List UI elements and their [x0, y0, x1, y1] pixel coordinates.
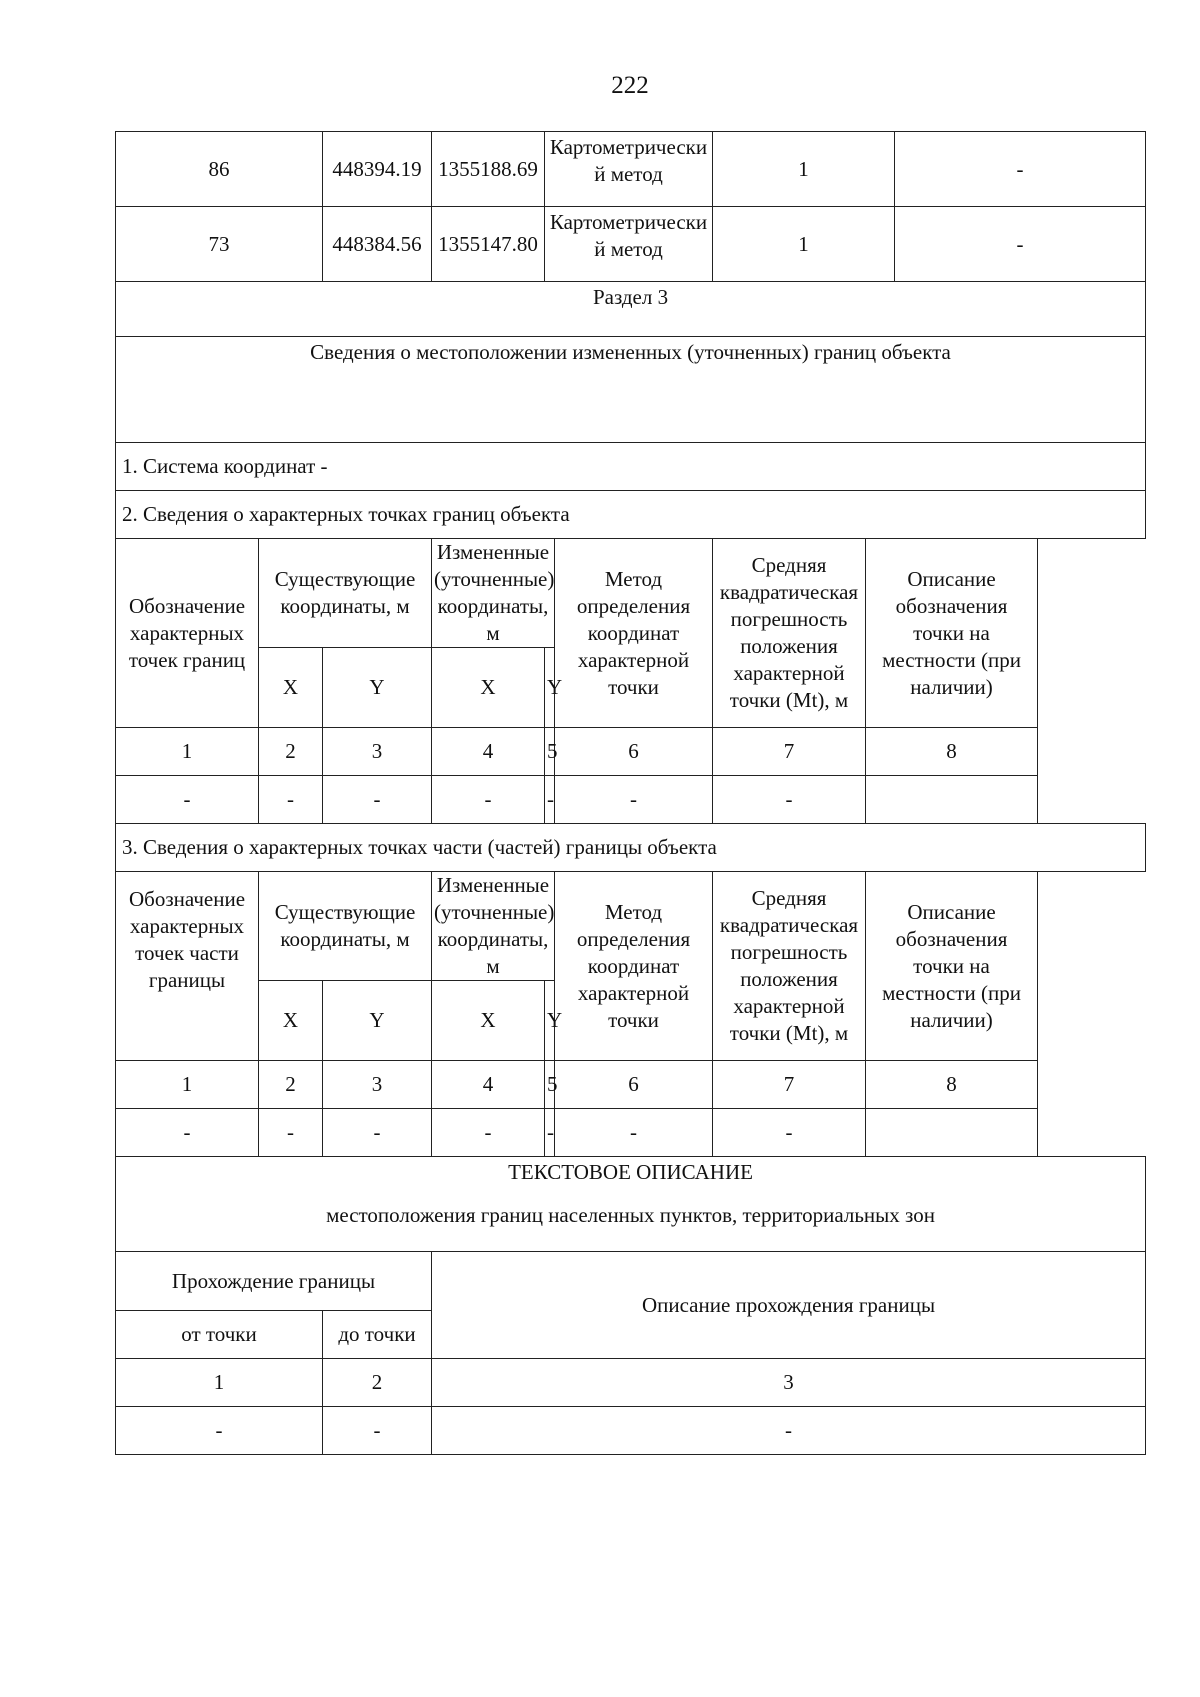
- mt-cell: 1: [713, 207, 895, 282]
- table-row: [116, 1061, 1146, 1109]
- coord-y: 1355147.80: [432, 207, 545, 282]
- col-number: 1: [116, 1359, 323, 1407]
- passage-header: Прохождение границы: [116, 1252, 432, 1311]
- table-row: [116, 776, 1146, 824]
- col-method: Метод определения координат характерной точки: [555, 539, 713, 728]
- col-existing-coords: Существующие координаты, м: [259, 539, 432, 648]
- col-point-designation: Обозначение характерных точек части границы: [116, 872, 259, 1061]
- col-number: 7: [713, 1061, 866, 1109]
- col-number: 2: [323, 1359, 432, 1407]
- col-number: 1: [116, 728, 259, 776]
- col-number: 2: [259, 728, 323, 776]
- col-method: Метод определения координат характерной точки: [555, 872, 713, 1061]
- col-x: X: [259, 981, 323, 1061]
- table3-title: 3. Сведения о характерных точках части (частей) границы объекта: [116, 824, 1146, 872]
- empty-value: -: [432, 1407, 1146, 1455]
- col-y: Y: [323, 981, 432, 1061]
- empty-value: -: [432, 1109, 545, 1157]
- point-number: 73: [116, 207, 323, 282]
- col-existing-coords: Существующие координаты, м: [259, 872, 432, 981]
- desc-cell: -: [895, 207, 1146, 282]
- empty-value: -: [116, 776, 259, 824]
- col-number: 3: [432, 1359, 1146, 1407]
- col-number: 1: [116, 1061, 259, 1109]
- empty-value: -: [545, 1109, 555, 1157]
- table-row: [116, 1359, 1146, 1407]
- page-number: 222: [611, 72, 649, 99]
- empty-value: -: [323, 1407, 432, 1455]
- col-number: 8: [866, 728, 1038, 776]
- col-y: Y: [323, 648, 432, 728]
- passage-description-header: Описание прохождения границы: [432, 1252, 1146, 1359]
- col-number: 5: [545, 728, 555, 776]
- empty-value: -: [713, 776, 866, 824]
- col-number: 6: [555, 1061, 713, 1109]
- section-subtitle: Сведения о местоположении измененных (уточненных) границ объекта: [116, 337, 1146, 443]
- empty-value: -: [259, 1109, 323, 1157]
- text-description-subtitle: местоположения границ населенных пунктов, территориальных зон: [326, 1203, 935, 1227]
- empty-value: -: [555, 1109, 713, 1157]
- text-description-title: ТЕКСТОВОЕ ОПИСАНИЕ: [508, 1160, 753, 1184]
- col-description: Описание обозначения точки на местности (при наличии): [866, 872, 1038, 1061]
- method-cell: Картометрически й метод: [545, 132, 713, 207]
- col-changed-coords: Измененные (уточненные) координаты, м: [432, 872, 555, 981]
- point-number: 86: [116, 132, 323, 207]
- mt-cell: 1: [713, 132, 895, 207]
- col-number: 4: [432, 728, 545, 776]
- col-number: 2: [259, 1061, 323, 1109]
- coord-y: 1355188.69: [432, 132, 545, 207]
- table-row: [116, 728, 1146, 776]
- col-x: X: [259, 648, 323, 728]
- empty-value: -: [323, 776, 432, 824]
- col-mt: Средняя квадратическая погрешность положения характерной точки (Mt), м: [713, 872, 866, 1061]
- col-x: X: [432, 981, 545, 1061]
- empty-value: -: [323, 1109, 432, 1157]
- col-y: Y: [545, 648, 555, 728]
- col-point-designation: Обозначение характерных точек границ: [116, 539, 259, 728]
- col-y: Y: [545, 981, 555, 1061]
- coord-x: 448384.56: [323, 207, 432, 282]
- table2-title: 2. Сведения о характерных точках границ объекта: [116, 491, 1146, 539]
- col-mt: Средняя квадратическая погрешность положения характерной точки (Mt), м: [713, 539, 866, 728]
- to-point-header: до точки: [323, 1311, 432, 1359]
- coord-system: 1. Система координат -: [116, 443, 1146, 491]
- col-changed-coords: Измененные (уточненные) координаты, м: [432, 539, 555, 648]
- table-row: [116, 1407, 1146, 1455]
- empty-value: -: [116, 1109, 259, 1157]
- empty-value: [866, 776, 1038, 824]
- col-number: 7: [713, 728, 866, 776]
- col-number: 6: [555, 728, 713, 776]
- text-description-header: [116, 1157, 1146, 1252]
- method-cell: Картометрически й метод: [545, 207, 713, 282]
- table-row: [116, 1109, 1146, 1157]
- empty-value: -: [713, 1109, 866, 1157]
- col-number: 3: [323, 728, 432, 776]
- col-description: Описание обозначения точки на местности (при наличии): [866, 539, 1038, 728]
- empty-value: -: [116, 1407, 323, 1455]
- table-row: [116, 207, 1146, 282]
- col-number: 8: [866, 1061, 1038, 1109]
- main-table: [115, 131, 1146, 1455]
- table-row: [116, 132, 1146, 207]
- col-number: 3: [323, 1061, 432, 1109]
- from-point-header: от точки: [116, 1311, 323, 1359]
- desc-cell: -: [895, 132, 1146, 207]
- empty-value: -: [555, 776, 713, 824]
- empty-value: [866, 1109, 1038, 1157]
- empty-value: -: [432, 776, 545, 824]
- coord-x: 448394.19: [323, 132, 432, 207]
- col-number: 5: [545, 1061, 555, 1109]
- empty-value: -: [259, 776, 323, 824]
- section-title: Раздел 3: [116, 282, 1146, 337]
- col-x: X: [432, 648, 545, 728]
- col-number: 4: [432, 1061, 545, 1109]
- empty-value: -: [545, 776, 555, 824]
